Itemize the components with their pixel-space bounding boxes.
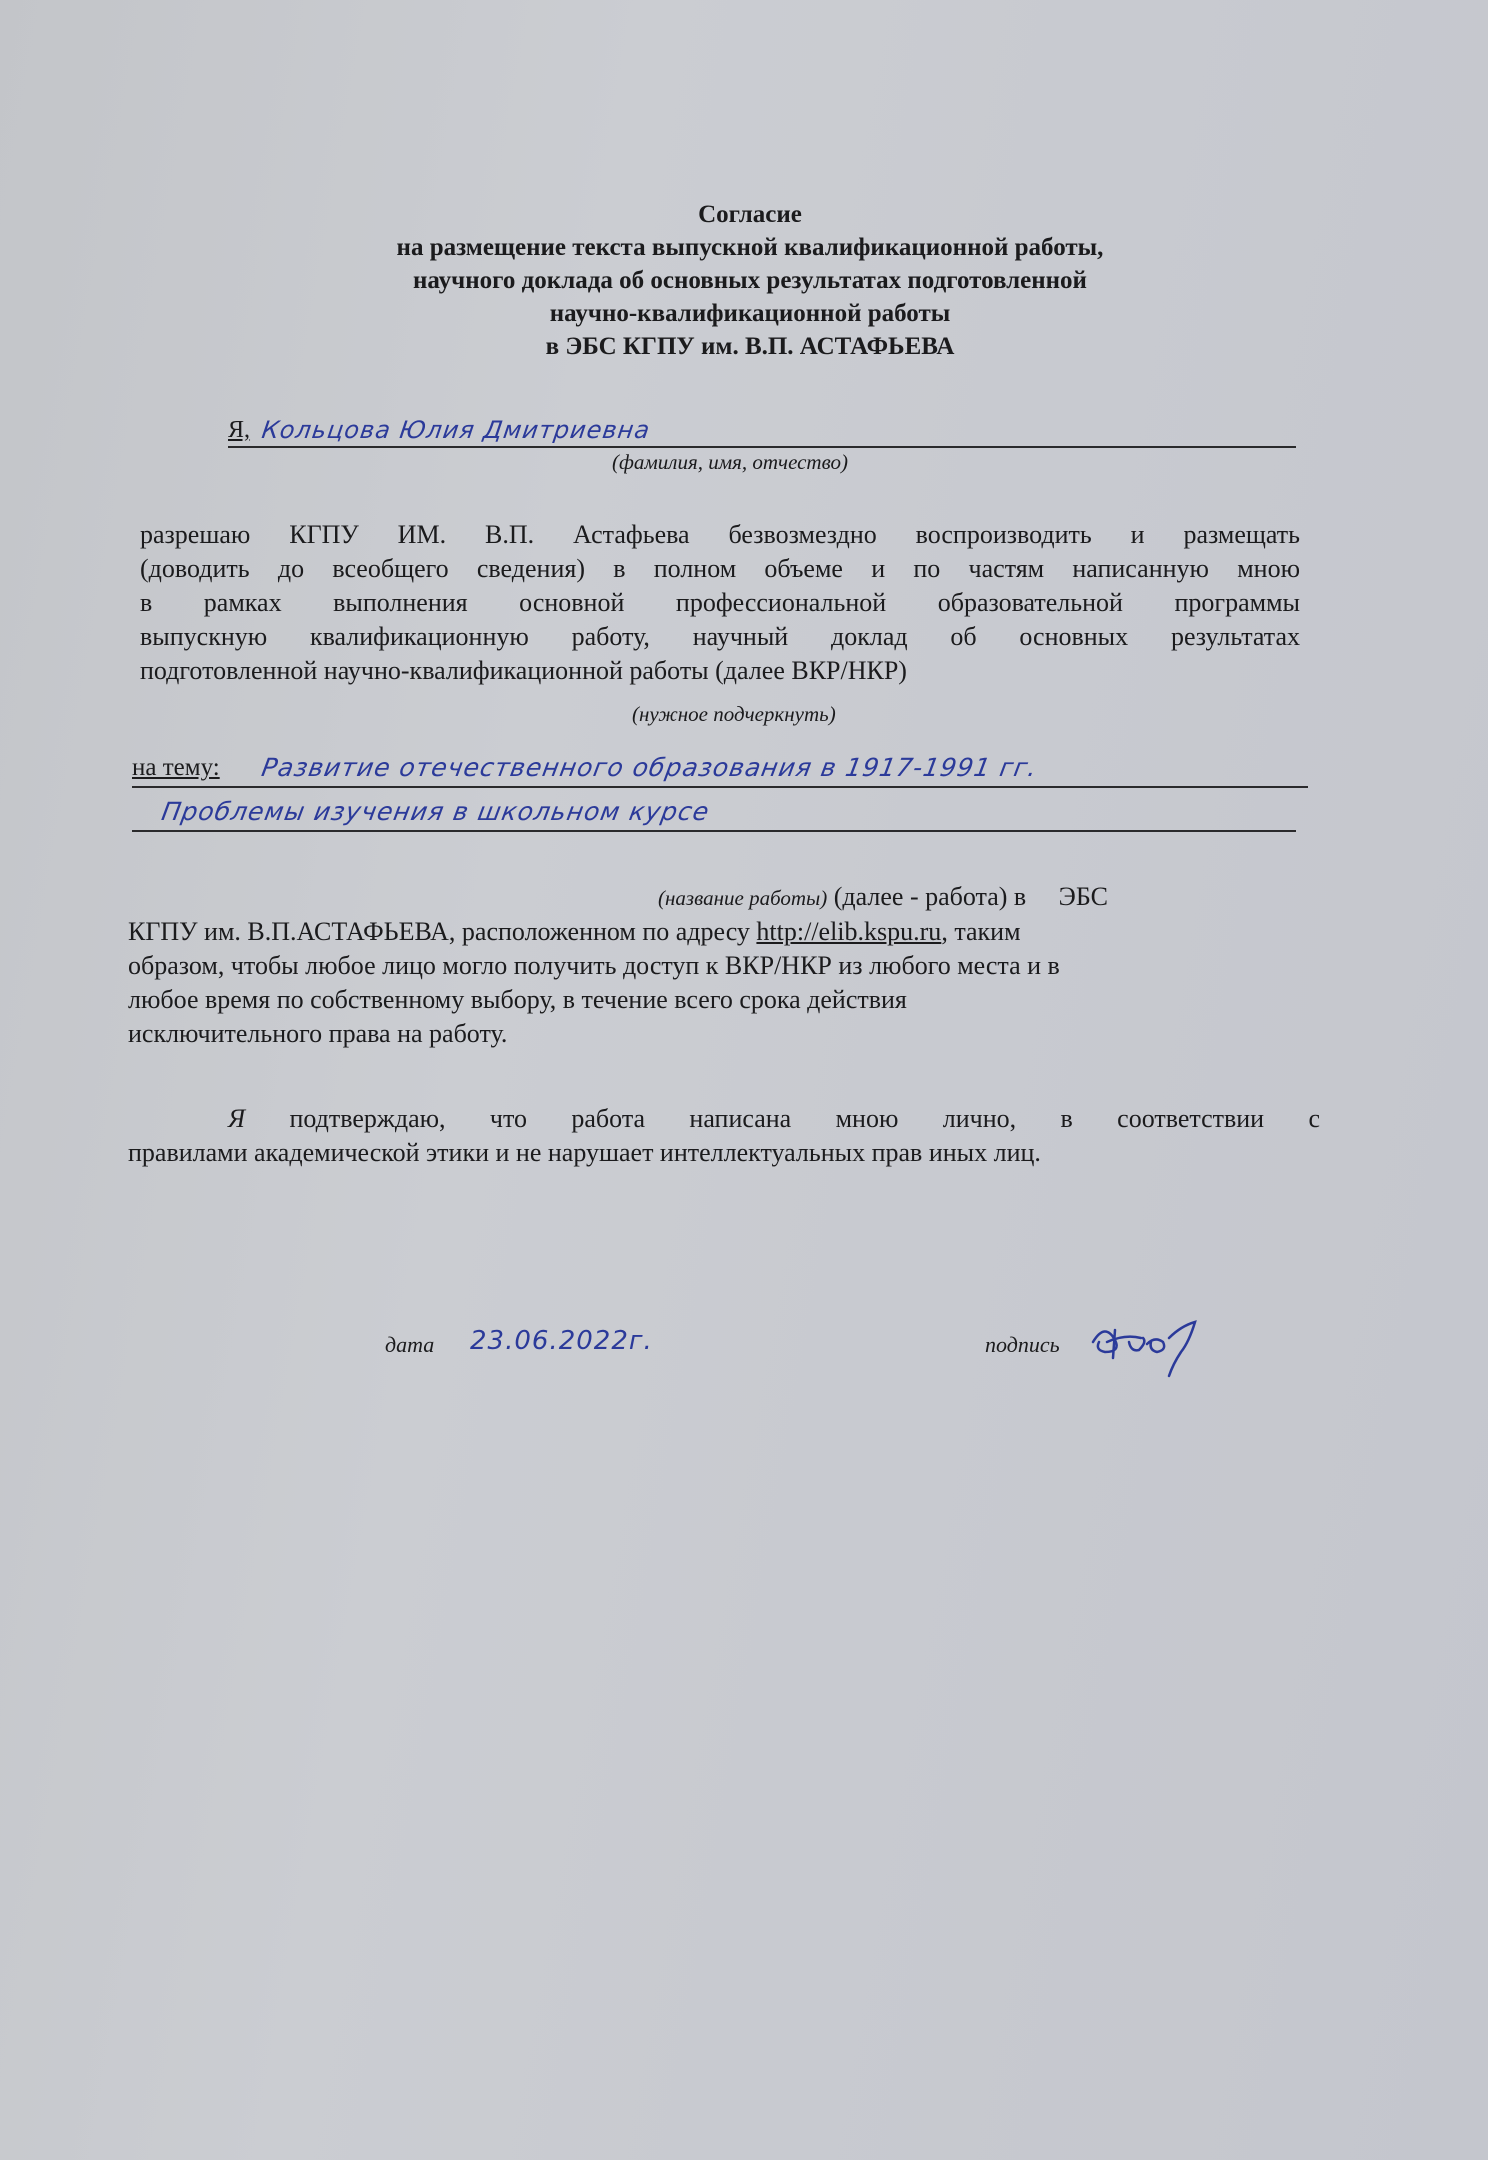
topic-field-line-1 [132, 746, 1308, 788]
access-line-text: КГПУ им. В.П.АСТАФЬЕВА, расположенном по адресу [128, 917, 757, 946]
document-title [280, 198, 1220, 363]
permission-line: (доводить до всеобщего сведения) в полном объеме и по частям написанную мною [140, 554, 1300, 583]
name-caption: (фамилия, имя, отчество) [612, 450, 848, 474]
permission-line: разрешаю КГПУ ИМ. В.П. Астафьева безвозмездно воспроизводить и размещать [140, 520, 1300, 549]
permission-line: в рамках выполнения основной профессиональной образовательной программы [140, 588, 1300, 617]
access-line: образом, чтобы любое лицо могло получить доступ к ВКР/НКР из любого места и в [128, 951, 1060, 980]
title-line: научно-квалификационной работы [549, 300, 951, 327]
topic-field-line-2 [132, 792, 1296, 832]
name-field [228, 410, 1296, 448]
access-line [128, 880, 1348, 915]
permission-line: подготовленной научно-квалификационной работы (далее ВКР/НКР) [140, 656, 907, 685]
date-label: дата [385, 1332, 435, 1357]
elib-link[interactable]: http://elib.kspu.ru [756, 917, 942, 946]
access-line: любое время по собственному выбору, в течение всего срока действия [128, 985, 907, 1014]
signature-mark [1085, 1312, 1205, 1382]
confirmation-paragraph [128, 1102, 1320, 1170]
confirmation-lead: Я [228, 1104, 246, 1133]
underline-caption: (нужное подчеркнуть) [632, 702, 836, 726]
access-line [128, 915, 1348, 949]
title-line: в ЭБС КГПУ им. В.П. АСТАФЬЕВА [545, 333, 955, 360]
access-paragraph [128, 880, 1348, 1051]
title-line: Согласие [698, 201, 802, 228]
signature-label: подпись [985, 1332, 1060, 1357]
confirmation-line: правилами академической этики и не нарушает интеллектуальных прав иных лиц. [128, 1138, 1041, 1167]
signature-row [385, 1318, 1225, 1378]
title-line: на размещение текста выпускной квалификационной работы, [396, 234, 1104, 261]
topic-label: на тему: [132, 754, 220, 781]
title-line: научного доклада об основных результатах подготовленной [413, 267, 1087, 294]
name-prefix: Я, [228, 417, 251, 443]
topic-handwritten-1: Развитие отечественного образования в 1917-1991 гг. [259, 753, 1040, 782]
permission-line: выпускную квалификационную работу, научный доклад об основных результатах [140, 622, 1300, 651]
date-handwritten: 23.06.2022г. [470, 1326, 653, 1356]
confirmation-text: подтверждаю, что работа написана мною лично, в соответствии с [245, 1104, 1320, 1133]
name-handwritten: Кольцова Юлия Дмитриевна [260, 416, 653, 444]
confirmation-line [128, 1102, 1320, 1136]
work-title-caption: (название работы) [658, 886, 828, 910]
permission-paragraph [140, 518, 1300, 688]
topic-handwritten-2: Проблемы изучения в школьном курсе [159, 797, 712, 826]
access-line-text: , таким [941, 917, 1021, 946]
access-line-text: (далее - работа) в ЭБС [827, 882, 1108, 911]
access-line: исключительного права на работу. [128, 1019, 508, 1048]
